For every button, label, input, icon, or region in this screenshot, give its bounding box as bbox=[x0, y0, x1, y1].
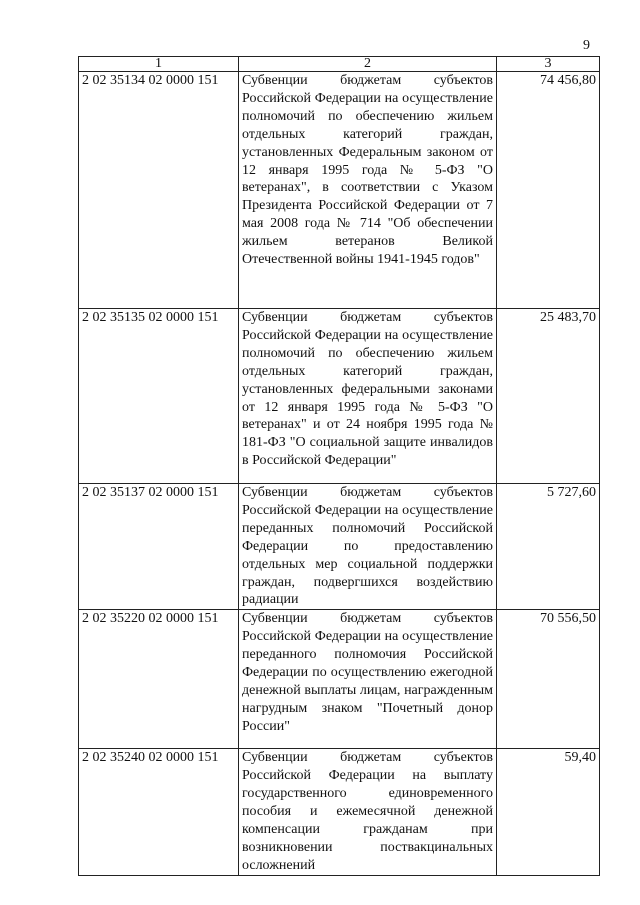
revenue-description: Субвенции бюджетам субъектов Российской Федерации на выплату государственного единовременного пособия и ежемесячной денежной компенсации гражданам при возникновении поствакцинальных осложнений bbox=[239, 749, 497, 875]
classification-code: 2 02 35240 02 0000 151 bbox=[79, 749, 239, 875]
header-column-number-3: 3 bbox=[497, 57, 600, 72]
table-header-row bbox=[79, 57, 600, 72]
page-number: 9 bbox=[583, 38, 590, 53]
classification-code: 2 02 35134 02 0000 151 bbox=[79, 72, 239, 309]
amount-value: 5 727,60 bbox=[497, 484, 600, 610]
classification-code: 2 02 35135 02 0000 151 bbox=[79, 309, 239, 484]
revenue-description: Субвенции бюджетам субъектов Российской Федерации на осуществление переданных полномочий Российской Федерации по предоставлению отдельных мер социальной поддержки граждан, подвергшихся воздействию радиации bbox=[239, 484, 497, 610]
amount-value: 25 483,70 bbox=[497, 309, 600, 484]
amount-value: 59,40 bbox=[497, 749, 600, 875]
amount-value: 74 456,80 bbox=[497, 72, 600, 309]
header-column-number-1: 1 bbox=[79, 57, 239, 72]
amount-value: 70 556,50 bbox=[497, 610, 600, 749]
table-row bbox=[79, 484, 600, 610]
classification-code: 2 02 35137 02 0000 151 bbox=[79, 484, 239, 610]
table-row bbox=[79, 72, 600, 309]
classification-code: 2 02 35220 02 0000 151 bbox=[79, 610, 239, 749]
revenue-description: Субвенции бюджетам субъектов Российской Федерации на осуществление переданного полномочия Российской Федерации по осуществлению ежегодной денежной выплаты лицам, награжденным нагрудным знаком "Почетный донор России" bbox=[239, 610, 497, 749]
revenue-description: Субвенции бюджетам субъектов Российской Федерации на осуществление полномочий по обеспечению жильем отдельных категорий граждан, установленных Федеральным законом от 12 января 1995 года № 5-ФЗ "О ветеранах", в соответствии с Указом Президента Российской Федерации от 7 мая 2008 года № 714 "Об обеспечении жильем ветеранов Великой Отечественной войны 1941-1945 годов" bbox=[239, 72, 497, 309]
table-row bbox=[79, 610, 600, 749]
table-row bbox=[79, 309, 600, 484]
header-column-number-2: 2 bbox=[239, 57, 497, 72]
table-row bbox=[79, 749, 600, 875]
revenue-description: Субвенции бюджетам субъектов Российской Федерации на осуществление полномочий по обеспечению жильем отдельных категорий граждан, установленных федеральными законами от 12 января 1995 года № 5-ФЗ "О ветеранах" и от 24 ноября 1995 года № 181-ФЗ "О социальной защите инвалидов в Российской Федерации" bbox=[239, 309, 497, 484]
budget-table bbox=[78, 56, 600, 876]
